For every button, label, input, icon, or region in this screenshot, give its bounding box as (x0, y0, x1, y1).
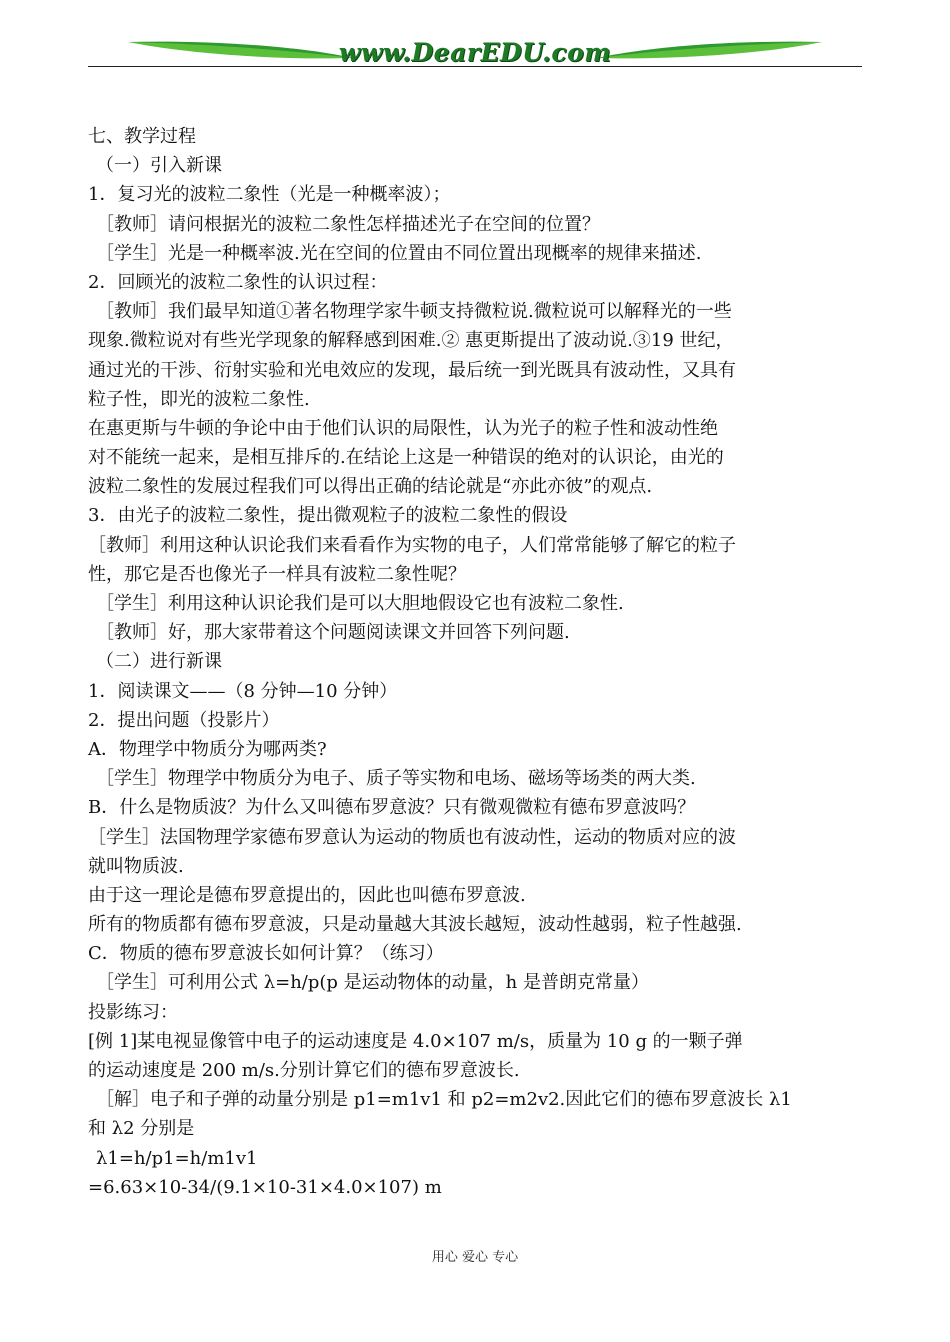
text-line: ［学生］可利用公式 λ=h/p(p 是运动物体的动量，h 是普朗克常量） (96, 972, 649, 994)
text-line: 波粒二象性的发展过程我们可以得出正确的结论就是“亦此亦彼”的观点. (88, 476, 653, 498)
text-line: （一）引入新课 (96, 155, 222, 177)
text-line: ［学生］利用这种认识论我们是可以大胆地假设它也有波粒二象性. (96, 593, 624, 614)
text-line: 和 λ2 分别是 (88, 1118, 195, 1140)
page-footer: 用心 爱心 专心 (431, 1250, 519, 1265)
text-line: 在惠更斯与牛顿的争论中由于他们认识的局限性，认为光子的粒子性和波动性绝 (88, 417, 718, 439)
text-line: ［学生］光是一种概率波.光在空间的位置由不同位置出现概率的规律来描述. (96, 242, 702, 264)
text-line: 2．提出问题（投影片） (88, 709, 280, 731)
text-line: 对不能统一起来，是相互排斥的.在结论上这是一种错误的绝对的认识论，由光的 (88, 447, 724, 469)
text-line: 1．阅读课文——（8 分钟—10 分钟） (88, 680, 398, 702)
text-line: 就叫物质波. (88, 855, 184, 877)
text-line: 由于这一理论是德布罗意提出的，因此也叫德布罗意波. (88, 884, 526, 906)
text-line: ［教师］好，那大家带着这个问题阅读课文并回答下列问题. (96, 622, 570, 644)
header-banner (88, 36, 862, 70)
site-logo[interactable]: www.DearEDU.com (338, 38, 612, 67)
text-line: ［教师］利用这种认识论我们来看看作为实物的电子，人们常常能够了解它的粒子 (88, 534, 736, 556)
text-line: 3．由光子的波粒二象性，提出微观粒子的波粒二象性的假设 (88, 505, 568, 527)
text-line: 粒子性，即光的波粒二象性. (88, 388, 310, 410)
header-divider (88, 66, 862, 67)
text-line: 性，那它是否也像光子一样具有波粒二象性呢？ (88, 563, 466, 585)
text-line: =6.63×10-34/(9.1×10-31×4.0×107) m (88, 1176, 442, 1198)
text-line: 投影练习： (88, 1001, 178, 1023)
text-line: 通过光的干涉、衍射实验和光电效应的发现，最后统一到光既具有波动性，又具有 (88, 359, 736, 381)
text-line: 所有的物质都有德布罗意波，只是动量越大其波长越短，波动性越弱，粒子性越强. (88, 914, 742, 936)
text-line: A．物理学中物质分为哪两类? (88, 738, 327, 760)
text-line: 七、教学过程 (88, 126, 196, 147)
text-line: [例 1]某电视显像管中电子的运动速度是 4.0×107 m/s，质量为 10 g 的一颗子弹 (88, 1030, 743, 1052)
text-line: ［学生］法国物理学家德布罗意认为运动的物质也有波动性，运动的物质对应的波 (88, 826, 736, 848)
text-line: 2．回顾光的波粒二象性的认识过程： (88, 271, 388, 293)
text-line: C．物质的德布罗意波长如何计算？（练习） (88, 943, 444, 965)
text-line: ［教师］我们最早知道①著名物理学家牛顿支持微粒说.微粒说可以解释光的一些 (96, 301, 732, 323)
document-body (88, 122, 878, 1202)
text-line: 现象.微粒说对有些光学现象的解释感到困难.② 惠更斯提出了波动说.③19 世纪， (88, 330, 734, 352)
text-line: 1．复习光的波粒二象性（光是一种概率波）； (88, 184, 451, 206)
text-line: （二）进行新课 (96, 651, 222, 673)
text-line: ［解］电子和子弹的动量分别是 p1=m1v1 和 p2=m2v2.因此它们的德布罗意波长 λ1 (96, 1089, 792, 1111)
text-line: λ1=h/p1=h/m1v1 (96, 1147, 258, 1169)
text-line: ［教师］请问根据光的波粒二象性怎样描述光子在空间的位置？ (96, 213, 600, 235)
text-line: B．什么是物质波？为什么又叫德布罗意波？只有微观微粒有德布罗意波吗？ (88, 797, 696, 819)
text-line: 的运动速度是 200 m/s.分别计算它们的德布罗意波长. (88, 1060, 520, 1081)
text-line: ［学生］物理学中物质分为电子、质子等实物和电场、磁场等场类的两大类. (96, 768, 696, 790)
